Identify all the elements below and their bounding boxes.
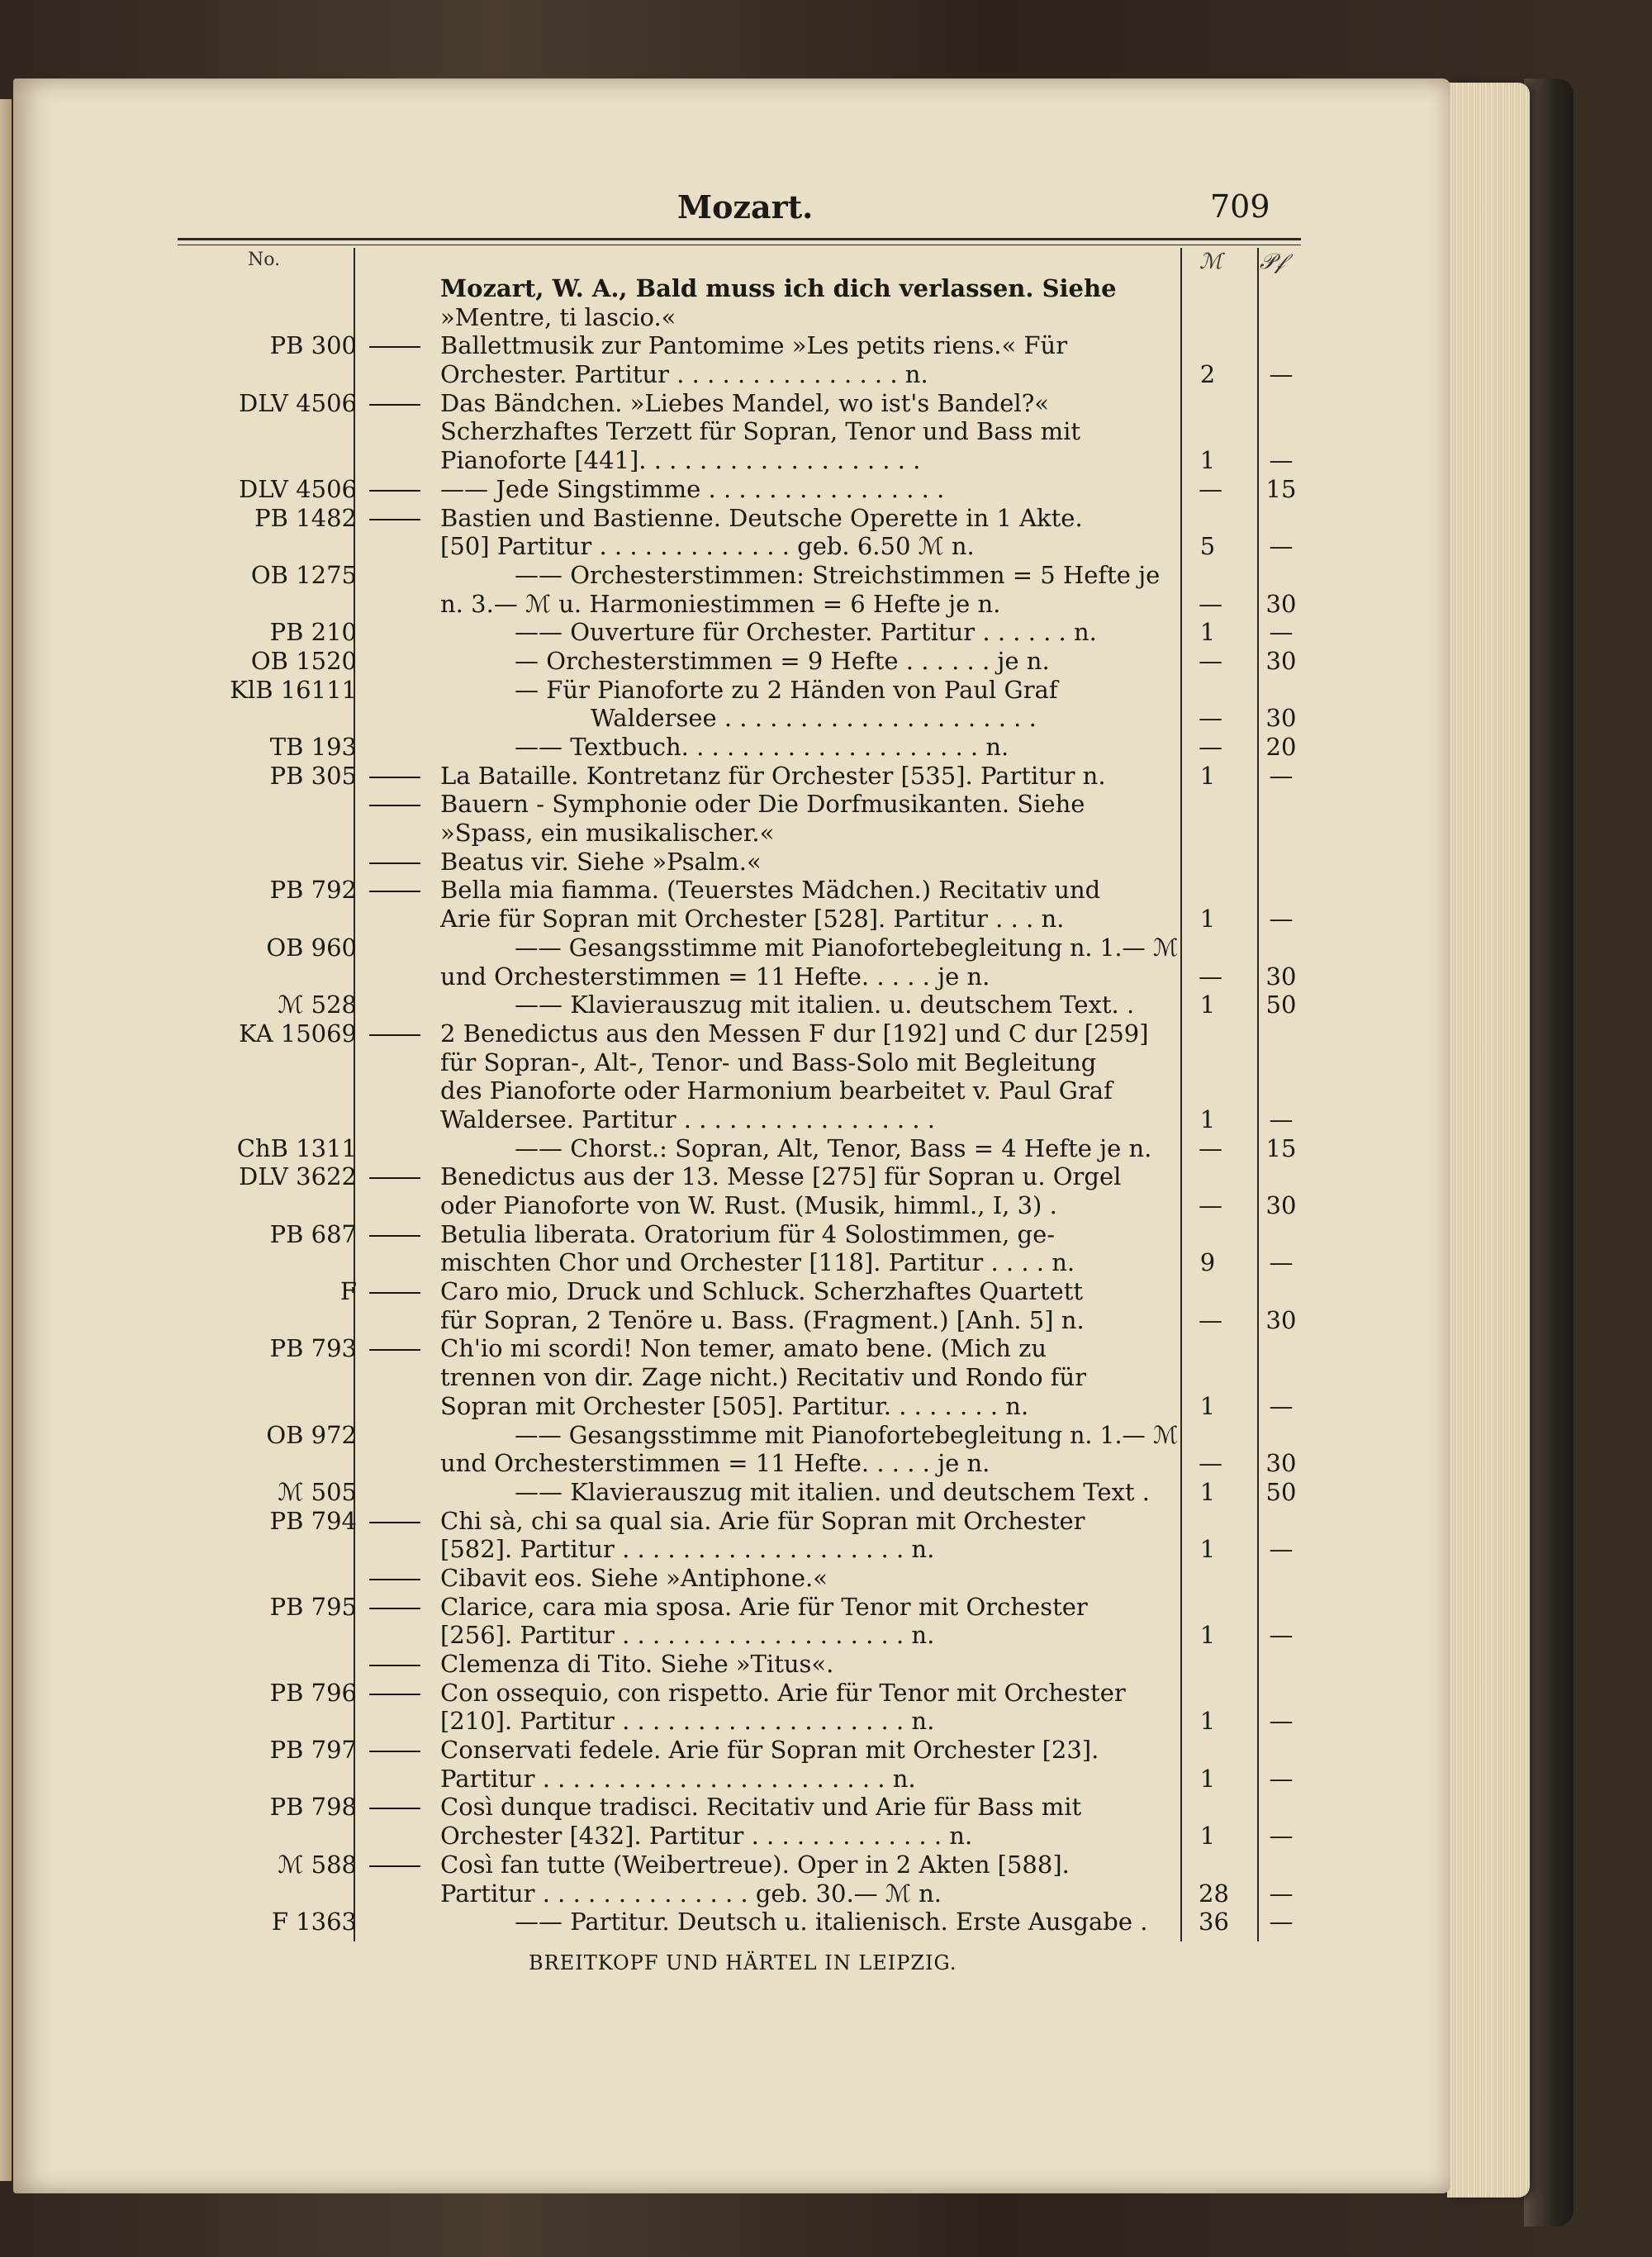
entry-text: Bauern - Symphonie oder Die Dorfmusikanten. Siehe xyxy=(440,790,1085,819)
column-head-mark: ℳ xyxy=(1199,249,1222,274)
entry-text: [50] Partitur . . . . . . . . . . . . . geb. 6.50 ℳ n. xyxy=(440,532,975,561)
price-mark: 1 xyxy=(1199,1764,1216,1793)
catalog-row xyxy=(178,590,1317,619)
entry-text: —— Ouverture für Orchester. Partitur . . . . . . n. xyxy=(515,618,1097,647)
catalog-row xyxy=(178,1650,1317,1679)
entry-text: Caro mio, Druck und Schluck. Scherzhaftes Quartett xyxy=(440,1277,1084,1306)
price-mark: 1 xyxy=(1199,1535,1216,1564)
entry-text: Benedictus aus der 13. Messe [275] für Sopran u. Orgel xyxy=(440,1162,1122,1191)
catalog-row xyxy=(178,1076,1317,1105)
price-mark: 1 xyxy=(1199,991,1216,1019)
price-pf: — xyxy=(1269,532,1294,561)
entry-text: mischten Chor und Orchester [118]. Partitur . . . . n. xyxy=(440,1248,1075,1277)
catalog-number: OB 972 xyxy=(266,1420,357,1449)
price-mark: — xyxy=(1199,1305,1222,1334)
price-mark: — xyxy=(1199,646,1222,675)
entry-text: für Sopran-, Alt-, Tenor- und Bass-Solo mit Begleitung xyxy=(440,1048,1097,1076)
price-mark: 28 xyxy=(1199,1879,1229,1908)
entry-text: Waldersee. Partitur . . . . . . . . . . . . . . . . . xyxy=(440,1105,935,1133)
catalog-row xyxy=(178,1105,1317,1134)
price-pf: — xyxy=(1269,446,1294,475)
price-mark: 1 xyxy=(1199,905,1216,934)
repeat-dash xyxy=(369,519,420,520)
entry-text: Chi sà, chi sa qual sia. Arie für Sopran mit Orchester xyxy=(440,1506,1085,1535)
price-mark: 2 xyxy=(1199,360,1216,389)
entry-text: Conservati fedele. Arie für Sopran mit Orchester [23]. xyxy=(440,1736,1099,1765)
catalog-row xyxy=(178,1593,1317,1622)
catalog-row xyxy=(178,532,1317,561)
catalog-row xyxy=(178,1736,1317,1765)
page-number: 709 xyxy=(1210,188,1270,225)
price-pf: — xyxy=(1269,761,1294,790)
entry-text: Così dunque tradisci. Recitativ und Arie für Bass mit xyxy=(440,1793,1082,1822)
catalog-number: ℳ 528 xyxy=(278,991,357,1019)
repeat-dash xyxy=(369,1292,420,1294)
price-mark: 1 xyxy=(1199,1707,1216,1736)
catalog-row xyxy=(178,1334,1317,1363)
repeat-dash xyxy=(369,805,420,806)
catalog-row xyxy=(178,1306,1317,1335)
price-pf: — xyxy=(1269,1908,1294,1936)
price-mark: — xyxy=(1199,704,1222,733)
price-pf: — xyxy=(1269,1535,1294,1564)
entry-text: Ch'io mi scordi! Non temer, amato bene. (Mich zu xyxy=(440,1334,1047,1363)
entry-text: Con ossequio, con rispetto. Arie für Tenor mit Orchester xyxy=(440,1678,1126,1707)
catalog-number: F 1363 xyxy=(271,1908,357,1936)
catalog-number: ChB 1311 xyxy=(236,1133,357,1162)
entry-text: Clarice, cara mia sposa. Arie für Tenor mit Orchester xyxy=(440,1592,1088,1621)
catalog-number: PB 687 xyxy=(269,1219,357,1248)
catalog-number: PB 210 xyxy=(269,618,357,647)
catalog-number: PB 1482 xyxy=(254,503,357,532)
price-pf: — xyxy=(1269,1105,1294,1133)
catalog-row xyxy=(178,618,1317,647)
entry-text: Waldersee . . . . . . . . . . . . . . . . . . . . . xyxy=(591,704,1037,733)
left-page-edge xyxy=(0,99,12,2181)
entry-text: Orchester. Partitur . . . . . . . . . . . . . . . n. xyxy=(440,360,928,389)
price-pf: — xyxy=(1269,618,1294,647)
catalog-row xyxy=(178,991,1317,1019)
price-pf: — xyxy=(1269,360,1294,389)
entry-text: — Orchesterstimmen = 9 Hefte . . . . . . je n. xyxy=(515,646,1050,675)
price-mark: 1 xyxy=(1199,446,1216,475)
entry-text: —— Gesangsstimme mit Pianofortebegleitung n. 1.— ℳ xyxy=(515,1420,1179,1449)
price-pf: — xyxy=(1269,1248,1294,1277)
catalog-row xyxy=(178,561,1317,590)
entry-text: für Sopran, 2 Tenöre u. Bass. (Fragment.) [Anh. 5] n. xyxy=(440,1305,1085,1334)
entry-text: Mozart, W. A., Bald muss ich dich verlassen. Siehe xyxy=(440,274,1117,302)
price-mark: 1 xyxy=(1199,1391,1216,1420)
entry-text: —— Chorst.: Sopran, Alt, Tenor, Bass = 4 Hefte je n. xyxy=(515,1133,1152,1162)
catalog-number: ℳ 505 xyxy=(278,1477,357,1506)
catalog-row xyxy=(178,417,1317,446)
catalog-number: PB 797 xyxy=(269,1736,357,1765)
catalog-row xyxy=(178,1363,1317,1392)
catalog-row xyxy=(178,1220,1317,1249)
price-mark: 5 xyxy=(1199,532,1216,561)
catalog-row xyxy=(178,446,1317,475)
price-mark: — xyxy=(1199,733,1222,761)
catalog-number: PB 793 xyxy=(269,1334,357,1363)
catalog-row xyxy=(178,676,1317,705)
price-pf: 30 xyxy=(1265,962,1297,991)
repeat-dash xyxy=(369,1235,420,1237)
catalog-number: PB 796 xyxy=(269,1678,357,1707)
catalog-number: PB 300 xyxy=(269,331,357,360)
entry-text: und Orchesterstimmen = 11 Hefte. . . . . je n. xyxy=(440,962,990,991)
entry-text: [210]. Partitur . . . . . . . . . . . . . . . . . . . n. xyxy=(440,1707,935,1736)
catalog-number: F xyxy=(339,1277,357,1306)
catalog-row xyxy=(178,1793,1317,1822)
catalog-row xyxy=(178,819,1317,848)
repeat-dash xyxy=(369,862,420,864)
catalog-row xyxy=(178,848,1317,877)
price-mark: — xyxy=(1199,1191,1222,1219)
entry-text: Partitur . . . . . . . . . . . . . . . . . . . . . . . n. xyxy=(440,1764,916,1793)
catalog-row xyxy=(178,1564,1317,1593)
price-mark: 1 xyxy=(1199,1822,1216,1851)
repeat-dash xyxy=(369,1034,420,1036)
entry-text: Cibavit eos. Siehe »Antiphone.« xyxy=(440,1563,828,1592)
catalog-number: OB 960 xyxy=(266,933,357,962)
catalog-row xyxy=(178,1507,1317,1536)
price-mark: 9 xyxy=(1199,1248,1216,1277)
repeat-dash xyxy=(369,1694,420,1695)
repeat-dash xyxy=(369,346,420,348)
entry-text: Beatus vir. Siehe »Psalm.« xyxy=(440,847,762,876)
price-mark: 1 xyxy=(1199,761,1216,790)
entry-text: —— Jede Singstimme . . . . . . . . . . . . . . . . xyxy=(440,474,945,503)
repeat-dash xyxy=(369,1865,420,1867)
entry-text: —— Klavierauszug mit italien. u. deutschem Text. . xyxy=(515,991,1135,1019)
catalog-number: DLV 3622 xyxy=(238,1162,357,1191)
price-pf: 30 xyxy=(1265,589,1297,618)
catalog-row xyxy=(178,1822,1317,1851)
entry-text: Pianoforte [441]. . . . . . . . . . . . . . . . . . . xyxy=(440,446,921,475)
entry-text: Das Bändchen. »Liebes Mandel, wo ist's Bandel?« xyxy=(440,388,1049,417)
catalog-row xyxy=(178,1535,1317,1564)
catalog-row xyxy=(178,1851,1317,1879)
repeat-dash xyxy=(369,1177,420,1179)
catalog-row xyxy=(178,1134,1317,1163)
catalog-row xyxy=(178,1478,1317,1507)
catalog-row xyxy=(178,1879,1317,1908)
entry-text: 2 Benedictus aus den Messen F dur [192] und C dur [259] xyxy=(440,1019,1149,1048)
price-mark: — xyxy=(1199,962,1222,991)
entry-text: —— Textbuch. . . . . . . . . . . . . . . . . . . . n. xyxy=(515,733,1009,761)
catalog-number: PB 798 xyxy=(269,1793,357,1822)
catalog-row xyxy=(178,475,1317,504)
price-pf: — xyxy=(1269,1822,1294,1851)
entry-text: »Mentre, ti lascio.« xyxy=(440,302,676,331)
entry-text: — Für Pianoforte zu 2 Händen von Paul Graf xyxy=(515,675,1058,704)
catalog-row xyxy=(178,274,1317,303)
price-pf: — xyxy=(1269,1707,1294,1736)
catalog-number: KlB 16111 xyxy=(230,675,357,704)
catalog-row xyxy=(178,1162,1317,1191)
repeat-dash xyxy=(369,1349,420,1351)
publisher-footer: BREITKOPF UND HÄRTEL IN LEIPZIG. xyxy=(529,1951,957,1974)
price-mark: 1 xyxy=(1199,1105,1216,1133)
repeat-dash xyxy=(369,1751,420,1752)
catalog-row xyxy=(178,790,1317,819)
entry-text: La Bataille. Kontretanz für Orchester [535]. Partitur n. xyxy=(440,761,1106,790)
entry-text: —— Orchesterstimmen: Streichstimmen = 5 Hefte je xyxy=(515,560,1161,589)
price-pf: 30 xyxy=(1265,1305,1297,1334)
price-pf: 50 xyxy=(1265,1477,1297,1506)
entry-text: Partitur . . . . . . . . . . . . . . geb. 30.— ℳ n. xyxy=(440,1879,942,1908)
entry-text: Sopran mit Orchester [505]. Partitur. . . . . . . . n. xyxy=(440,1391,1029,1420)
catalog-row xyxy=(178,647,1317,676)
catalog-row xyxy=(178,962,1317,991)
catalog-row xyxy=(178,762,1317,791)
entry-text: und Orchesterstimmen = 11 Hefte. . . . . je n. xyxy=(440,1449,990,1478)
catalog-row xyxy=(178,1392,1317,1421)
repeat-dash xyxy=(369,891,420,892)
price-mark: — xyxy=(1199,1133,1222,1162)
catalog-number: PB 795 xyxy=(269,1592,357,1621)
price-pf: 20 xyxy=(1265,733,1297,761)
catalog-row xyxy=(178,331,1317,360)
entry-text: Arie für Sopran mit Orchester [528]. Partitur . . . n. xyxy=(440,905,1065,934)
entry-text: oder Pianoforte von W. Rust. (Musik, himml., I, 3) . xyxy=(440,1191,1057,1219)
catalog-row xyxy=(178,1248,1317,1277)
price-mark: 1 xyxy=(1199,1621,1216,1650)
repeat-dash xyxy=(369,1665,420,1666)
price-pf: 30 xyxy=(1265,704,1297,733)
price-pf: 30 xyxy=(1265,1191,1297,1219)
catalog-row xyxy=(178,733,1317,762)
price-pf: — xyxy=(1269,1764,1294,1793)
catalog-row xyxy=(178,389,1317,418)
catalog-row xyxy=(178,1421,1317,1450)
entry-text: [582]. Partitur . . . . . . . . . . . . . . . . . . . n. xyxy=(440,1535,935,1564)
catalog-row xyxy=(178,1019,1317,1048)
entry-text: Scherzhaftes Terzett für Sopran, Tenor und Bass mit xyxy=(440,417,1081,446)
entry-text: —— Klavierauszug mit italien. und deutschem Text . xyxy=(515,1477,1150,1506)
repeat-dash xyxy=(369,1608,420,1609)
price-mark: 1 xyxy=(1199,618,1216,647)
catalog-number: DLV 4506 xyxy=(238,474,357,503)
catalog-entries xyxy=(178,274,1317,1936)
entry-text: [256]. Partitur . . . . . . . . . . . . . . . . . . . n. xyxy=(440,1621,935,1650)
catalog-row xyxy=(178,1449,1317,1478)
catalog-row xyxy=(178,504,1317,533)
price-pf: 15 xyxy=(1265,474,1297,503)
price-pf: 15 xyxy=(1265,1133,1297,1162)
catalog-row xyxy=(178,1908,1317,1936)
entry-text: Clemenza di Tito. Siehe »Titus«. xyxy=(440,1650,834,1678)
entry-text: —— Partitur. Deutsch u. italienisch. Erste Ausgabe . xyxy=(515,1908,1148,1936)
entry-text: Betulia liberata. Oratorium für 4 Solostimmen, ge- xyxy=(440,1219,1056,1248)
price-pf: — xyxy=(1269,1621,1294,1650)
repeat-dash xyxy=(369,404,420,406)
catalog-number: ℳ 588 xyxy=(278,1850,357,1879)
price-mark: 1 xyxy=(1199,1477,1216,1506)
entry-text: Bella mia fiamma. (Teuerstes Mädchen.) Recitativ und xyxy=(440,876,1101,905)
price-mark: — xyxy=(1199,589,1222,618)
repeat-dash xyxy=(369,1579,420,1580)
catalog-number: KA 15069 xyxy=(239,1019,357,1048)
book-cover-edge xyxy=(1524,78,1574,2226)
catalog-row xyxy=(178,1679,1317,1708)
entry-text: Bastien und Bastienne. Deutsche Operette in 1 Akte. xyxy=(440,503,1083,532)
catalog-number: TB 193 xyxy=(269,733,357,761)
price-pf: — xyxy=(1269,1879,1294,1908)
repeat-dash xyxy=(369,1522,420,1523)
repeat-dash xyxy=(369,777,420,778)
header-rule xyxy=(178,238,1301,240)
entry-text: des Pianoforte oder Harmonium bearbeitet v. Paul Graf xyxy=(440,1076,1113,1105)
price-mark: 36 xyxy=(1199,1908,1229,1936)
catalog-number: PB 794 xyxy=(269,1506,357,1535)
catalog-number: PB 792 xyxy=(269,876,357,905)
price-pf: 30 xyxy=(1265,646,1297,675)
entry-text: Così fan tutte (Weibertreue). Oper in 2 Akten [588]. xyxy=(440,1850,1070,1879)
catalog-row xyxy=(178,1621,1317,1650)
catalog-row xyxy=(178,1048,1317,1077)
entry-text: trennen von dir. Zage nicht.) Recitativ und Rondo für xyxy=(440,1363,1087,1392)
catalog-row xyxy=(178,934,1317,962)
price-pf: — xyxy=(1269,1391,1294,1420)
catalog-row xyxy=(178,303,1317,332)
entry-text: —— Gesangsstimme mit Pianofortebegleitung n. 1.— ℳ xyxy=(515,933,1179,962)
catalog-number: OB 1520 xyxy=(250,646,357,675)
catalog-row xyxy=(178,876,1317,905)
repeat-dash xyxy=(369,1808,420,1809)
catalog-row xyxy=(178,1191,1317,1220)
entry-text: n. 3.— ℳ u. Harmoniestimmen = 6 Hefte je n. xyxy=(440,589,1001,618)
entry-text: Ballettmusik zur Pantomime »Les petits riens.« Für xyxy=(440,331,1068,360)
catalog-number: OB 1275 xyxy=(250,560,357,589)
entry-text: »Spass, ein musikalischer.« xyxy=(440,819,775,848)
repeat-dash xyxy=(369,490,420,492)
catalog-number: DLV 4506 xyxy=(238,388,357,417)
catalog-number: PB 305 xyxy=(269,761,357,790)
catalog-row xyxy=(178,905,1317,934)
price-pf: 50 xyxy=(1265,991,1297,1019)
column-head-no: No. xyxy=(248,249,281,270)
price-pf: 30 xyxy=(1265,1449,1297,1478)
column-head-pf: 𝒫𝒻 xyxy=(1260,249,1285,274)
catalog-row xyxy=(178,1707,1317,1736)
price-mark: — xyxy=(1199,1449,1222,1478)
catalog-row xyxy=(178,704,1317,733)
price-mark: — xyxy=(1199,474,1222,503)
running-head: Mozart. xyxy=(677,188,814,226)
entry-text: Orchester [432]. Partitur . . . . . . . . . . . . . n. xyxy=(440,1822,973,1851)
catalog-row xyxy=(178,1765,1317,1794)
page-block-edges xyxy=(1447,83,1530,2198)
price-pf: — xyxy=(1269,905,1294,934)
catalog-row xyxy=(178,360,1317,389)
catalog-row xyxy=(178,1277,1317,1306)
